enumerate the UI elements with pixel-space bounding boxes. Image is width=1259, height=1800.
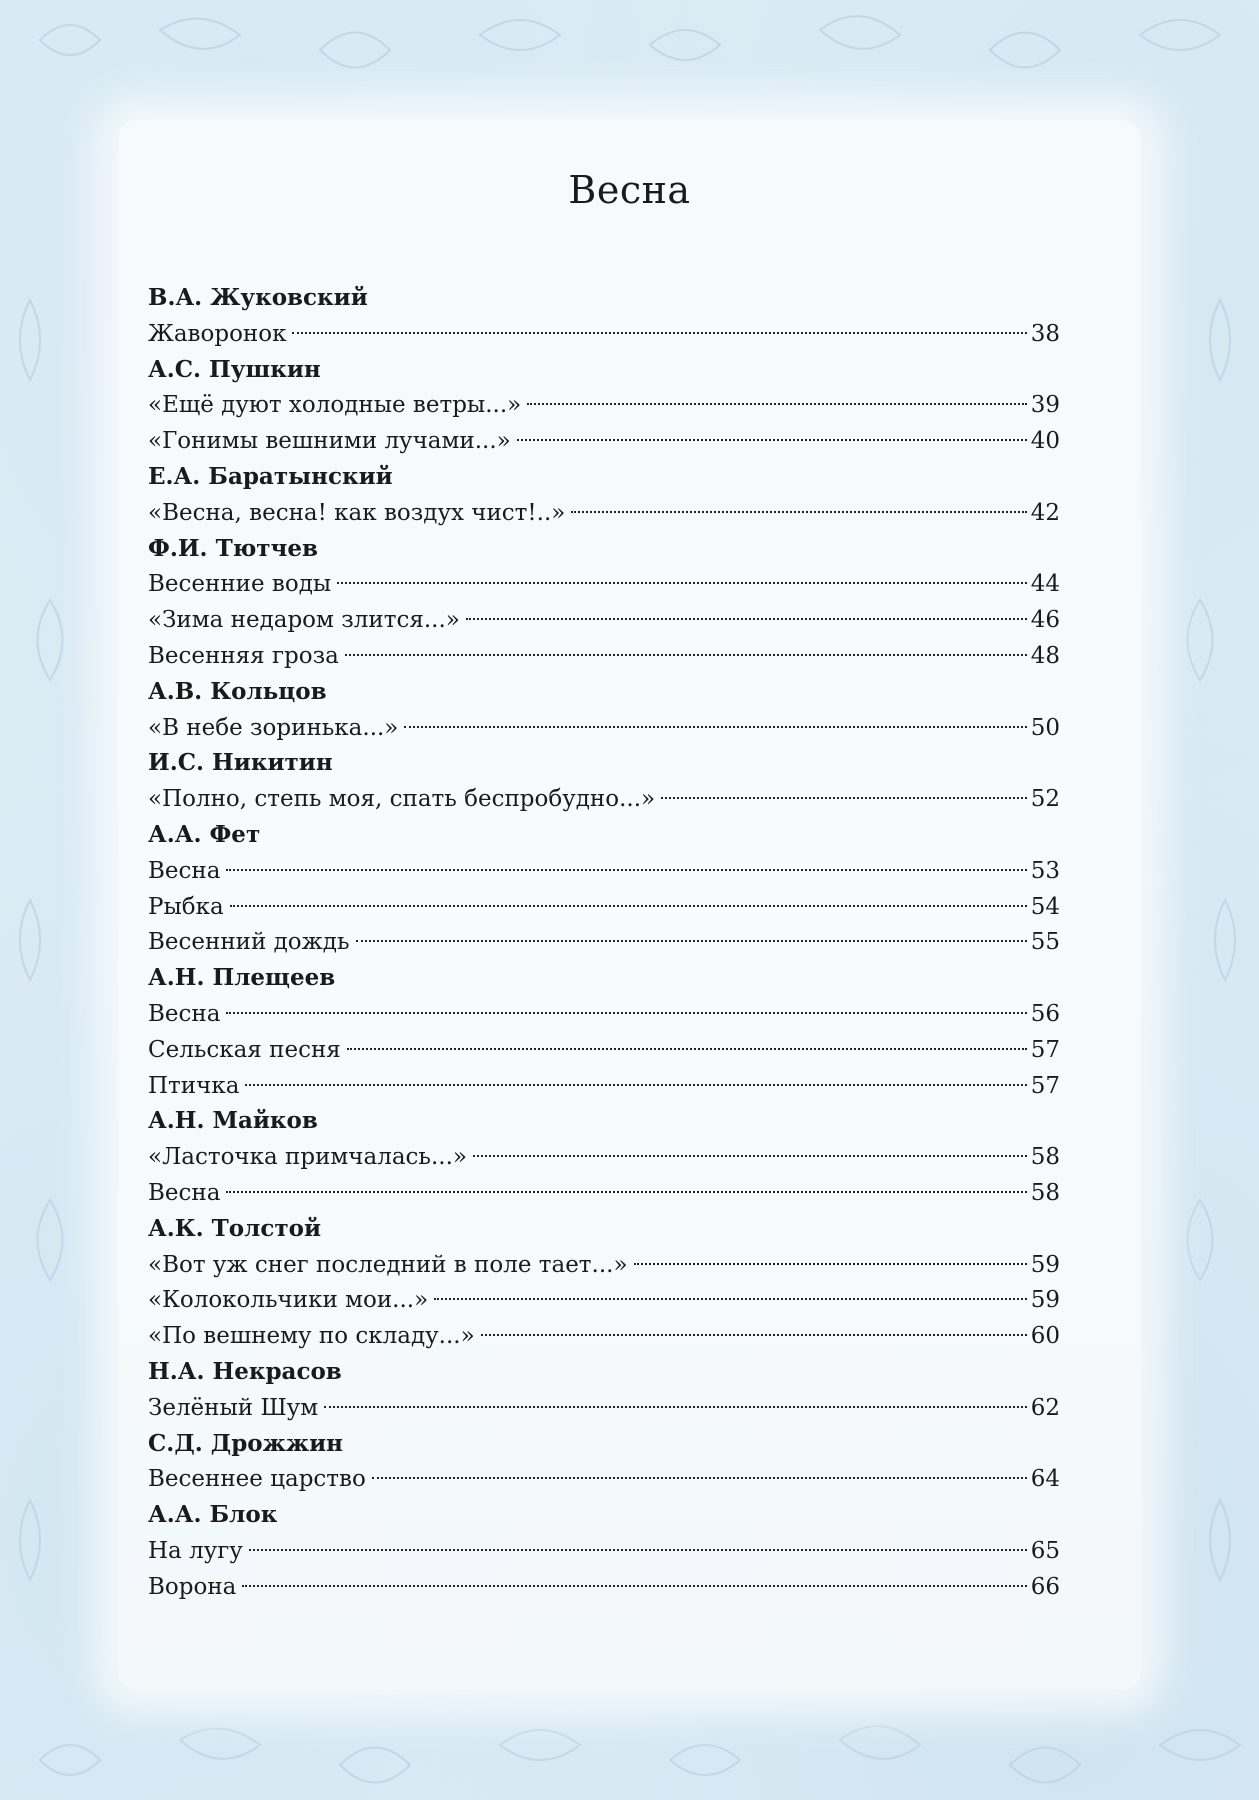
toc-entry-page: 66 bbox=[1030, 1573, 1060, 1600]
toc-entry-page: 39 bbox=[1030, 392, 1060, 419]
dot-leader bbox=[249, 1549, 1027, 1551]
toc-entry-title: «Вот уж снег последний в поле тает...» bbox=[148, 1251, 628, 1278]
toc-entry-page: 57 bbox=[1030, 1036, 1060, 1063]
toc-author: Ф.И. Тютчев bbox=[148, 534, 318, 562]
toc-entry-title: Птичка bbox=[148, 1072, 240, 1099]
toc-author: А.А. Блок bbox=[148, 1501, 278, 1529]
toc-entry-page: 64 bbox=[1030, 1466, 1060, 1493]
toc-entry-title: «Гонимы вешними лучами...» bbox=[148, 428, 511, 455]
dot-leader bbox=[372, 1477, 1027, 1479]
section-title: Весна bbox=[568, 168, 691, 212]
toc-entry-page: 56 bbox=[1030, 1001, 1060, 1027]
dot-leader bbox=[292, 332, 1026, 334]
toc-entry-title: Сельская песня bbox=[148, 1036, 341, 1063]
toc-entry[interactable] bbox=[148, 924, 1060, 960]
toc-author: А.А. Фет bbox=[148, 821, 261, 848]
toc-entry-page: 52 bbox=[1030, 786, 1060, 813]
toc-entry-title: Весна bbox=[148, 857, 221, 884]
dot-leader bbox=[661, 797, 1027, 799]
toc-entry-page: 40 bbox=[1030, 428, 1060, 455]
toc-author: И.С. Никитин bbox=[148, 749, 333, 777]
toc-entry[interactable] bbox=[148, 853, 1060, 889]
toc-author: А.К. Толстой bbox=[148, 1214, 322, 1242]
toc-entry-page: 55 bbox=[1030, 929, 1060, 956]
toc-author: Е.А. Баратынский bbox=[148, 463, 393, 490]
toc-entry[interactable] bbox=[148, 387, 1060, 423]
toc-author: А.Н. Плещеев bbox=[148, 964, 336, 992]
toc-entry[interactable] bbox=[148, 1068, 1060, 1104]
toc-entry-title: Весеннее царство bbox=[148, 1466, 366, 1493]
toc-entry[interactable] bbox=[148, 1247, 1060, 1283]
toc-entry-page: 57 bbox=[1030, 1072, 1060, 1099]
dot-leader bbox=[230, 905, 1027, 907]
toc-entry-page: 50 bbox=[1030, 714, 1060, 741]
toc-entry-page: 58 bbox=[1030, 1180, 1060, 1206]
toc-entry-page: 59 bbox=[1030, 1287, 1060, 1314]
toc-entry[interactable] bbox=[148, 316, 1060, 352]
dot-leader bbox=[356, 940, 1027, 942]
toc-entry-title: «Весна, весна! как воздух чист!..» bbox=[148, 499, 566, 526]
toc-author: А.Н. Майков bbox=[148, 1107, 318, 1135]
dot-leader bbox=[527, 403, 1026, 405]
toc-entry-page: 46 bbox=[1030, 607, 1060, 634]
toc-entry[interactable] bbox=[148, 602, 1060, 638]
dot-leader bbox=[481, 1334, 1027, 1336]
toc-entry[interactable] bbox=[148, 1390, 1060, 1426]
toc-entry[interactable] bbox=[148, 1139, 1060, 1175]
toc-entry-page: 42 bbox=[1030, 499, 1060, 526]
toc-entry-title: На лугу bbox=[148, 1538, 243, 1564]
toc-entry-title: «Зима недаром злится...» bbox=[148, 607, 460, 634]
dot-leader bbox=[571, 511, 1026, 513]
dot-leader bbox=[337, 582, 1027, 584]
toc-entry[interactable] bbox=[148, 1533, 1060, 1569]
toc-entry-page: 53 bbox=[1030, 857, 1060, 884]
toc-author: С.Д. Дрожжин bbox=[148, 1429, 343, 1457]
dot-leader bbox=[324, 1406, 1027, 1408]
toc-author: А.С. Пушкин bbox=[148, 355, 321, 383]
toc-entry-title: Рыбка bbox=[148, 893, 224, 920]
toc-entry-page: 62 bbox=[1030, 1394, 1060, 1421]
toc-entry[interactable] bbox=[148, 1175, 1060, 1211]
dot-leader bbox=[345, 654, 1027, 656]
dot-leader bbox=[226, 1012, 1026, 1014]
toc-entry-title: «Колокольчики мои...» bbox=[148, 1287, 429, 1314]
toc-entry[interactable] bbox=[148, 710, 1060, 746]
toc-entry[interactable] bbox=[148, 566, 1060, 602]
dot-leader bbox=[226, 869, 1026, 871]
toc-entry[interactable] bbox=[148, 1318, 1060, 1354]
dot-leader bbox=[634, 1263, 1027, 1265]
dot-leader bbox=[242, 1585, 1026, 1587]
toc-entry[interactable] bbox=[148, 996, 1060, 1032]
dot-leader bbox=[245, 1084, 1026, 1086]
toc-entry-page: 65 bbox=[1030, 1538, 1060, 1564]
toc-author: Н.А. Некрасов bbox=[148, 1358, 342, 1385]
dot-leader bbox=[226, 1191, 1026, 1193]
toc-author: В.А. Жуковский bbox=[148, 284, 368, 311]
dot-leader bbox=[404, 726, 1026, 728]
toc-entry-title: «В небе зоринька...» bbox=[148, 714, 399, 741]
toc-entry-title: Весенние воды bbox=[148, 571, 332, 598]
toc-entry[interactable] bbox=[148, 1569, 1060, 1605]
toc-entry-page: 48 bbox=[1030, 643, 1060, 669]
toc-entry-title: Зелёный Шум bbox=[148, 1394, 319, 1421]
toc-entry[interactable] bbox=[148, 1282, 1060, 1318]
toc-entry-page: 38 bbox=[1030, 320, 1060, 347]
dot-leader bbox=[434, 1298, 1027, 1300]
toc-entry[interactable] bbox=[148, 1461, 1060, 1497]
toc-entry-title: «Ещё дуют холодные ветры...» bbox=[148, 392, 522, 419]
toc-entry-page: 54 bbox=[1030, 893, 1060, 920]
dot-leader bbox=[466, 618, 1027, 620]
toc-author: А.В. Кольцов bbox=[148, 677, 327, 705]
toc-entry-title: Весна bbox=[148, 1001, 221, 1027]
toc-entry[interactable] bbox=[148, 889, 1060, 925]
toc-entry-title: «По вешнему по складу...» bbox=[148, 1323, 475, 1350]
toc-entry[interactable] bbox=[148, 423, 1060, 459]
toc-entry-title: «Ласточка примчалась...» bbox=[148, 1144, 467, 1171]
toc-entry[interactable] bbox=[148, 495, 1060, 531]
toc-entry[interactable] bbox=[148, 638, 1060, 674]
toc-entry-title: Весна bbox=[148, 1180, 221, 1206]
toc-entry-title: Ворона bbox=[148, 1573, 237, 1600]
toc-entry-title: «Полно, степь моя, спать беспробудно...» bbox=[148, 786, 656, 813]
toc-entry[interactable] bbox=[148, 781, 1060, 817]
dot-leader bbox=[517, 439, 1027, 441]
toc-entry-page: 59 bbox=[1030, 1251, 1060, 1278]
toc-entry-title: Жаворонок bbox=[148, 320, 287, 347]
toc-entry-page: 58 bbox=[1030, 1144, 1060, 1171]
dot-leader bbox=[473, 1155, 1027, 1157]
toc-entry-page: 44 bbox=[1030, 571, 1060, 598]
toc-entry-page: 60 bbox=[1030, 1323, 1060, 1350]
dot-leader bbox=[347, 1048, 1027, 1050]
toc-entry[interactable] bbox=[148, 1032, 1060, 1068]
toc-entry-title: Весенний дождь bbox=[148, 929, 350, 956]
toc-entry-title: Весенняя гроза bbox=[148, 643, 339, 669]
